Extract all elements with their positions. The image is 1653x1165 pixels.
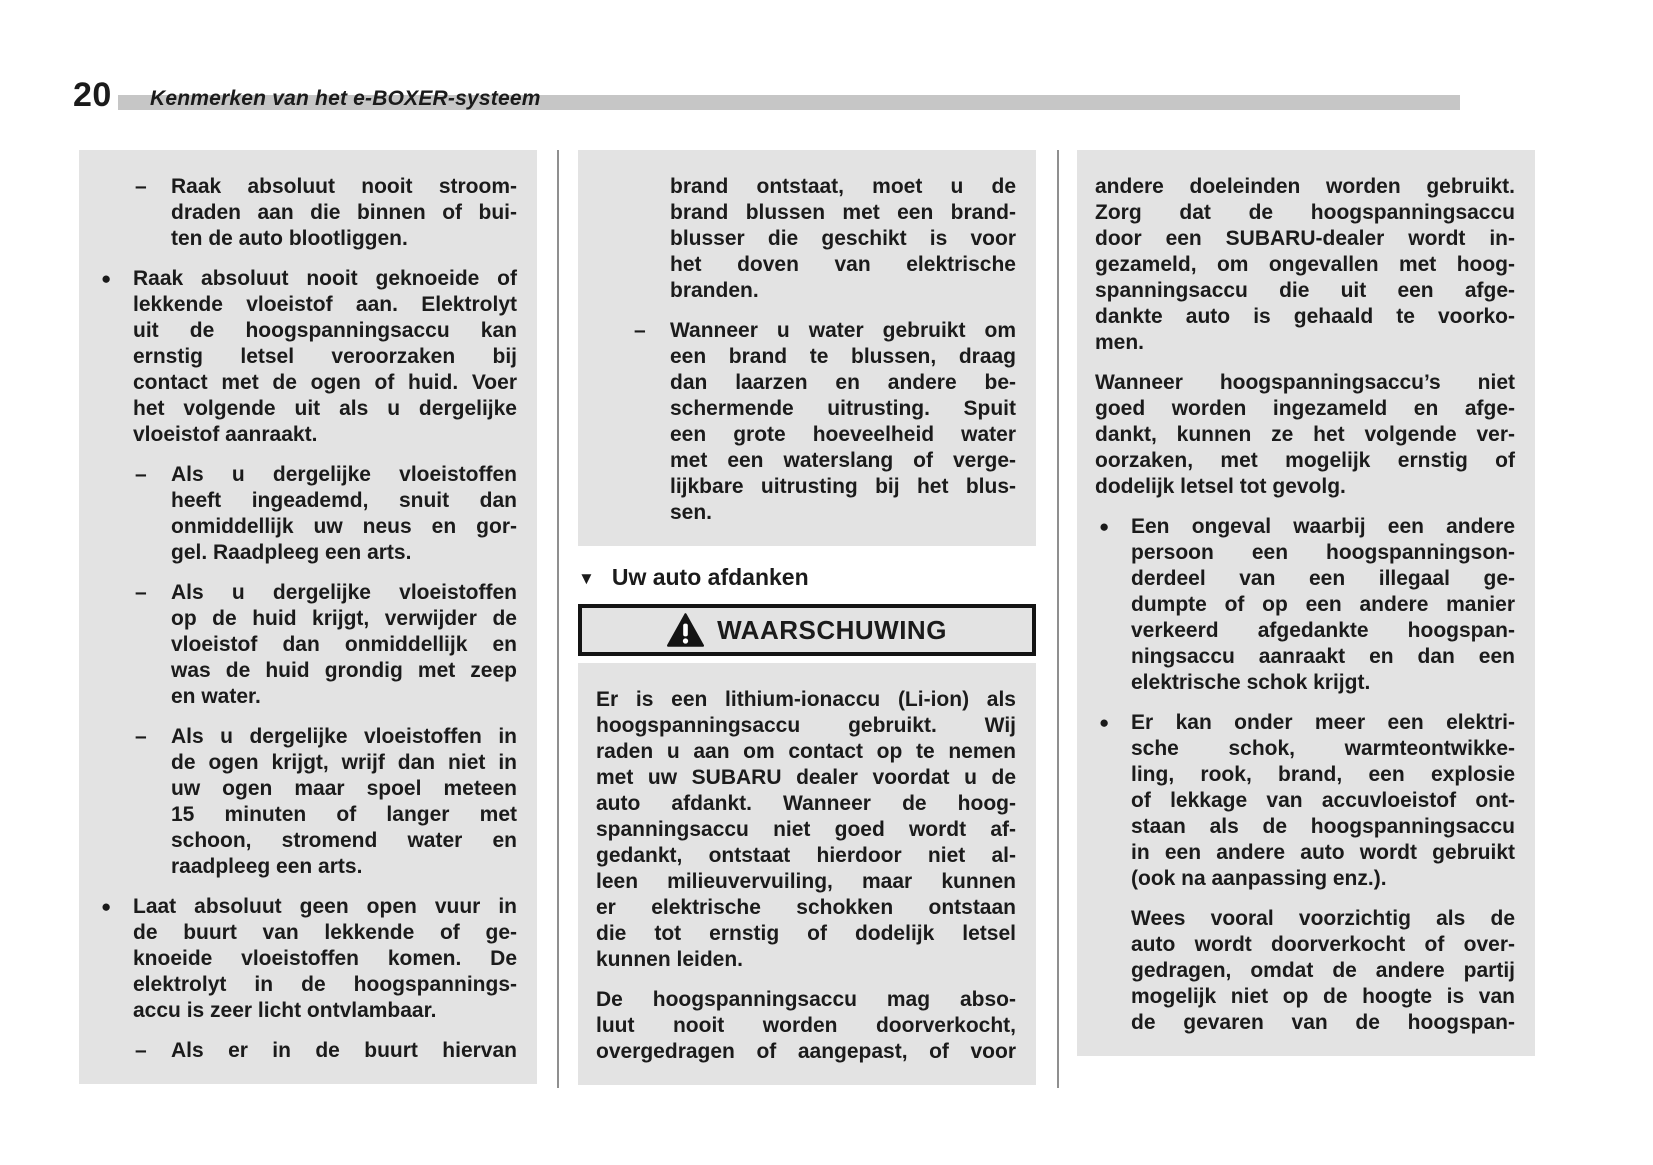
text-line: Als u dergelijke vloeistoffen	[171, 463, 517, 486]
text-line: knoeide vloeistoffen komen. De	[133, 947, 517, 970]
text-line: derdeel van een illegaal ge-	[1131, 567, 1515, 590]
text-line: dankte auto is gehaald te voorko-	[1095, 305, 1515, 328]
text-line: persoon een hoogspanningson-	[1131, 541, 1515, 564]
section-triangle-icon: ▼	[578, 569, 595, 588]
text-line: lekkende vloeistof aan. Elektrolyt	[133, 293, 517, 316]
paragraph	[1095, 174, 1515, 356]
paragraph	[596, 174, 1016, 304]
text-line: op de huid krijgt, verwijder de	[171, 607, 517, 630]
text-column-2-bottom	[578, 663, 1036, 1085]
text-line: met een waterslang of verge-	[670, 449, 1016, 472]
text-line: Raak absoluut nooit stroom-	[171, 175, 517, 198]
text-line: overgedragen of aangepast, of voor	[596, 1040, 1016, 1063]
text-line: Wanneer u water gebruikt om	[670, 319, 1016, 342]
text-line: lijkbare uitrusting bij het blus-	[670, 475, 1016, 498]
text-column-2-top	[578, 150, 1036, 546]
text-line: draden aan die binnen of bui-	[171, 201, 517, 224]
warning-triangle-icon	[667, 613, 704, 647]
text-line: sche schok, warmteontwikke-	[1131, 737, 1515, 760]
text-column-3	[1077, 150, 1535, 1056]
text-line: Er kan onder meer een elektri-	[1131, 711, 1515, 734]
list-item	[596, 318, 1016, 526]
text-column-1	[79, 150, 537, 1084]
text-line: er elektrische schokken ontstaan	[596, 896, 1016, 919]
bullet-marker: ●	[101, 269, 112, 288]
text-line: het doven van elektrische	[670, 253, 1016, 276]
text-line: uw ogen maar spoel meteen	[171, 777, 517, 800]
text-line: ningsaccu aanraakt en dan een	[1131, 645, 1515, 668]
text-line: verkeerd afgedankte hoogspan-	[1131, 619, 1515, 642]
paragraph	[1095, 906, 1515, 1036]
text-line: blusser die geschikt is voor	[670, 227, 1016, 250]
text-line: contact met de ogen of huid. Voer	[133, 371, 517, 394]
list-item	[1095, 514, 1515, 696]
dash-marker: –	[135, 725, 147, 748]
text-line: die tot ernstig of dodelijk letsel	[596, 922, 1016, 945]
text-line: andere doeleinden worden gebruikt.	[1095, 175, 1515, 198]
text-line: of lekkage van accuvloeistof ont-	[1131, 789, 1515, 812]
text-line: gedankt, ontstaat hierdoor niet al-	[596, 844, 1016, 867]
dash-marker: –	[135, 175, 147, 198]
text-line: sen.	[670, 501, 713, 524]
dash-marker: –	[135, 463, 147, 486]
text-line: raadpleeg een arts.	[171, 855, 363, 878]
text-line: 15 minuten of langer met	[171, 803, 517, 826]
text-line: gel. Raadpleeg een arts.	[171, 541, 412, 564]
text-line: men.	[1095, 331, 1145, 354]
text-line: heeft ingeademd, snuit dan	[171, 489, 517, 512]
dash-marker: –	[135, 581, 147, 604]
list-item	[97, 266, 517, 448]
text-line: vloeistof aanraakt.	[133, 423, 318, 446]
text-line: Als u dergelijke vloeistoffen in	[171, 725, 517, 748]
list-item	[97, 894, 517, 1024]
text-line: ten de auto blootliggen.	[171, 227, 408, 250]
text-line: accu is zeer licht ontvlambaar.	[133, 999, 437, 1022]
list-item	[97, 580, 517, 710]
text-line: branden.	[670, 279, 759, 302]
text-line: Wees vooral voorzichtig als de	[1131, 907, 1515, 930]
bullet-marker: ●	[101, 897, 112, 916]
bullet-marker: ●	[1099, 517, 1110, 536]
column-divider	[557, 150, 559, 1088]
list-item	[1095, 710, 1515, 892]
warning-title-box	[578, 604, 1036, 656]
text-line: goed worden ingezameld en afge-	[1095, 397, 1515, 420]
text-line: Als u dergelijke vloeistoffen	[171, 581, 517, 604]
text-line: dankt, kunnen ze het volgende ver-	[1095, 423, 1515, 446]
page-number: 20	[73, 76, 112, 114]
column-divider	[1057, 150, 1059, 1088]
list-item	[97, 462, 517, 566]
text-line: brand blussen met een brand-	[670, 201, 1016, 224]
text-line: met uw SUBARU dealer voordat u de	[596, 766, 1016, 789]
text-line: Wanneer hoogspanningsaccu’s niet	[1095, 371, 1515, 394]
text-line: schermende uitrusting. Spuit	[670, 397, 1016, 420]
list-item	[97, 724, 517, 880]
text-line: uit de hoogspanningsaccu kan	[133, 319, 517, 342]
paragraph	[596, 687, 1016, 973]
paragraph	[596, 987, 1016, 1065]
text-line: de buurt van lekkende of ge-	[133, 921, 517, 944]
text-line: Zorg dat de hoogspanningsaccu	[1095, 201, 1515, 224]
bullet-marker: ●	[1099, 713, 1110, 732]
text-line: ling, rook, brand, een explosie	[1131, 763, 1515, 786]
text-line: hoogspanningsaccu gebruikt. Wij	[596, 714, 1016, 737]
text-line: een brand te blussen, draag	[670, 345, 1016, 368]
text-line: gezameld, om ongevallen met hoog-	[1095, 253, 1515, 276]
text-line: kunnen leiden.	[596, 948, 744, 971]
text-line: de gevaren van de hoogspan-	[1131, 1011, 1515, 1034]
text-line: de ogen krijgt, wrijf dan niet in	[171, 751, 517, 774]
text-line: in een andere auto wordt gebruikt	[1131, 841, 1515, 864]
text-line: ernstig letsel veroorzaken bij	[133, 345, 517, 368]
text-line: staan als de hoogspanningsaccu	[1131, 815, 1515, 838]
dash-marker: –	[634, 319, 646, 342]
text-line: was de huid grondig met zeep	[171, 659, 517, 682]
text-line: schoon, stromend water en	[171, 829, 517, 852]
text-line: dodelijk letsel tot gevolg.	[1095, 475, 1346, 498]
list-item	[97, 1038, 517, 1064]
text-line: dumpte of op een andere manier	[1131, 593, 1515, 616]
list-item	[97, 174, 517, 252]
text-line: onmiddellijk uw neus en gor-	[171, 515, 517, 538]
warning-title: WAARSCHUWING	[717, 614, 947, 645]
text-line: brand ontstaat, moet u de	[670, 175, 1016, 198]
text-line: Er is een lithium-ionaccu (Li-ion) als	[596, 688, 1016, 711]
text-line: dan laarzen en andere be-	[670, 371, 1016, 394]
text-line: (ook na aanpassing enz.).	[1131, 867, 1387, 890]
text-line: Als er in de buurt hiervan	[171, 1039, 517, 1062]
text-line: het volgende uit als u dergelijke	[133, 397, 517, 420]
section-heading	[578, 564, 809, 591]
text-line: Een ongeval waarbij een andere	[1131, 515, 1515, 538]
dash-marker: –	[135, 1039, 147, 1062]
text-line: luut nooit worden doorverkocht,	[596, 1014, 1016, 1037]
text-line: mogelijk niet op de hoogte is van	[1131, 985, 1515, 1008]
section-heading-label: Uw auto afdanken	[611, 564, 809, 590]
text-line: elektrolyt in de hoogspannings-	[133, 973, 517, 996]
text-line: en water.	[171, 685, 261, 708]
text-line: leen milieuvervuiling, maar kunnen	[596, 870, 1016, 893]
chapter-title: Kenmerken van het e-BOXER-systeem	[150, 87, 541, 110]
text-line: vloeistof dan onmiddellijk en	[171, 633, 517, 656]
paragraph	[1095, 370, 1515, 500]
text-line: auto afdankt. Wanneer de hoog-	[596, 792, 1016, 815]
text-line: spanningsaccu die uit een afge-	[1095, 279, 1515, 302]
text-line: raden u aan om contact op te nemen	[596, 740, 1016, 763]
text-line: gedragen, omdat de andere partij	[1131, 959, 1515, 982]
text-line: De hoogspanningsaccu mag abso-	[596, 988, 1016, 1011]
text-line: oorzaken, met mogelijk ernstig of	[1095, 449, 1515, 472]
text-line: auto wordt doorverkocht of over-	[1131, 933, 1515, 956]
text-line: elektrische schok krijgt.	[1131, 671, 1371, 694]
text-line: spanningsaccu niet goed wordt af-	[596, 818, 1016, 841]
text-line: door een SUBARU-dealer wordt in-	[1095, 227, 1515, 250]
text-line: een grote hoeveelheid water	[670, 423, 1016, 446]
text-line: Laat absoluut geen open vuur in	[133, 895, 517, 918]
text-line: Raak absoluut nooit geknoeide of	[133, 267, 517, 290]
